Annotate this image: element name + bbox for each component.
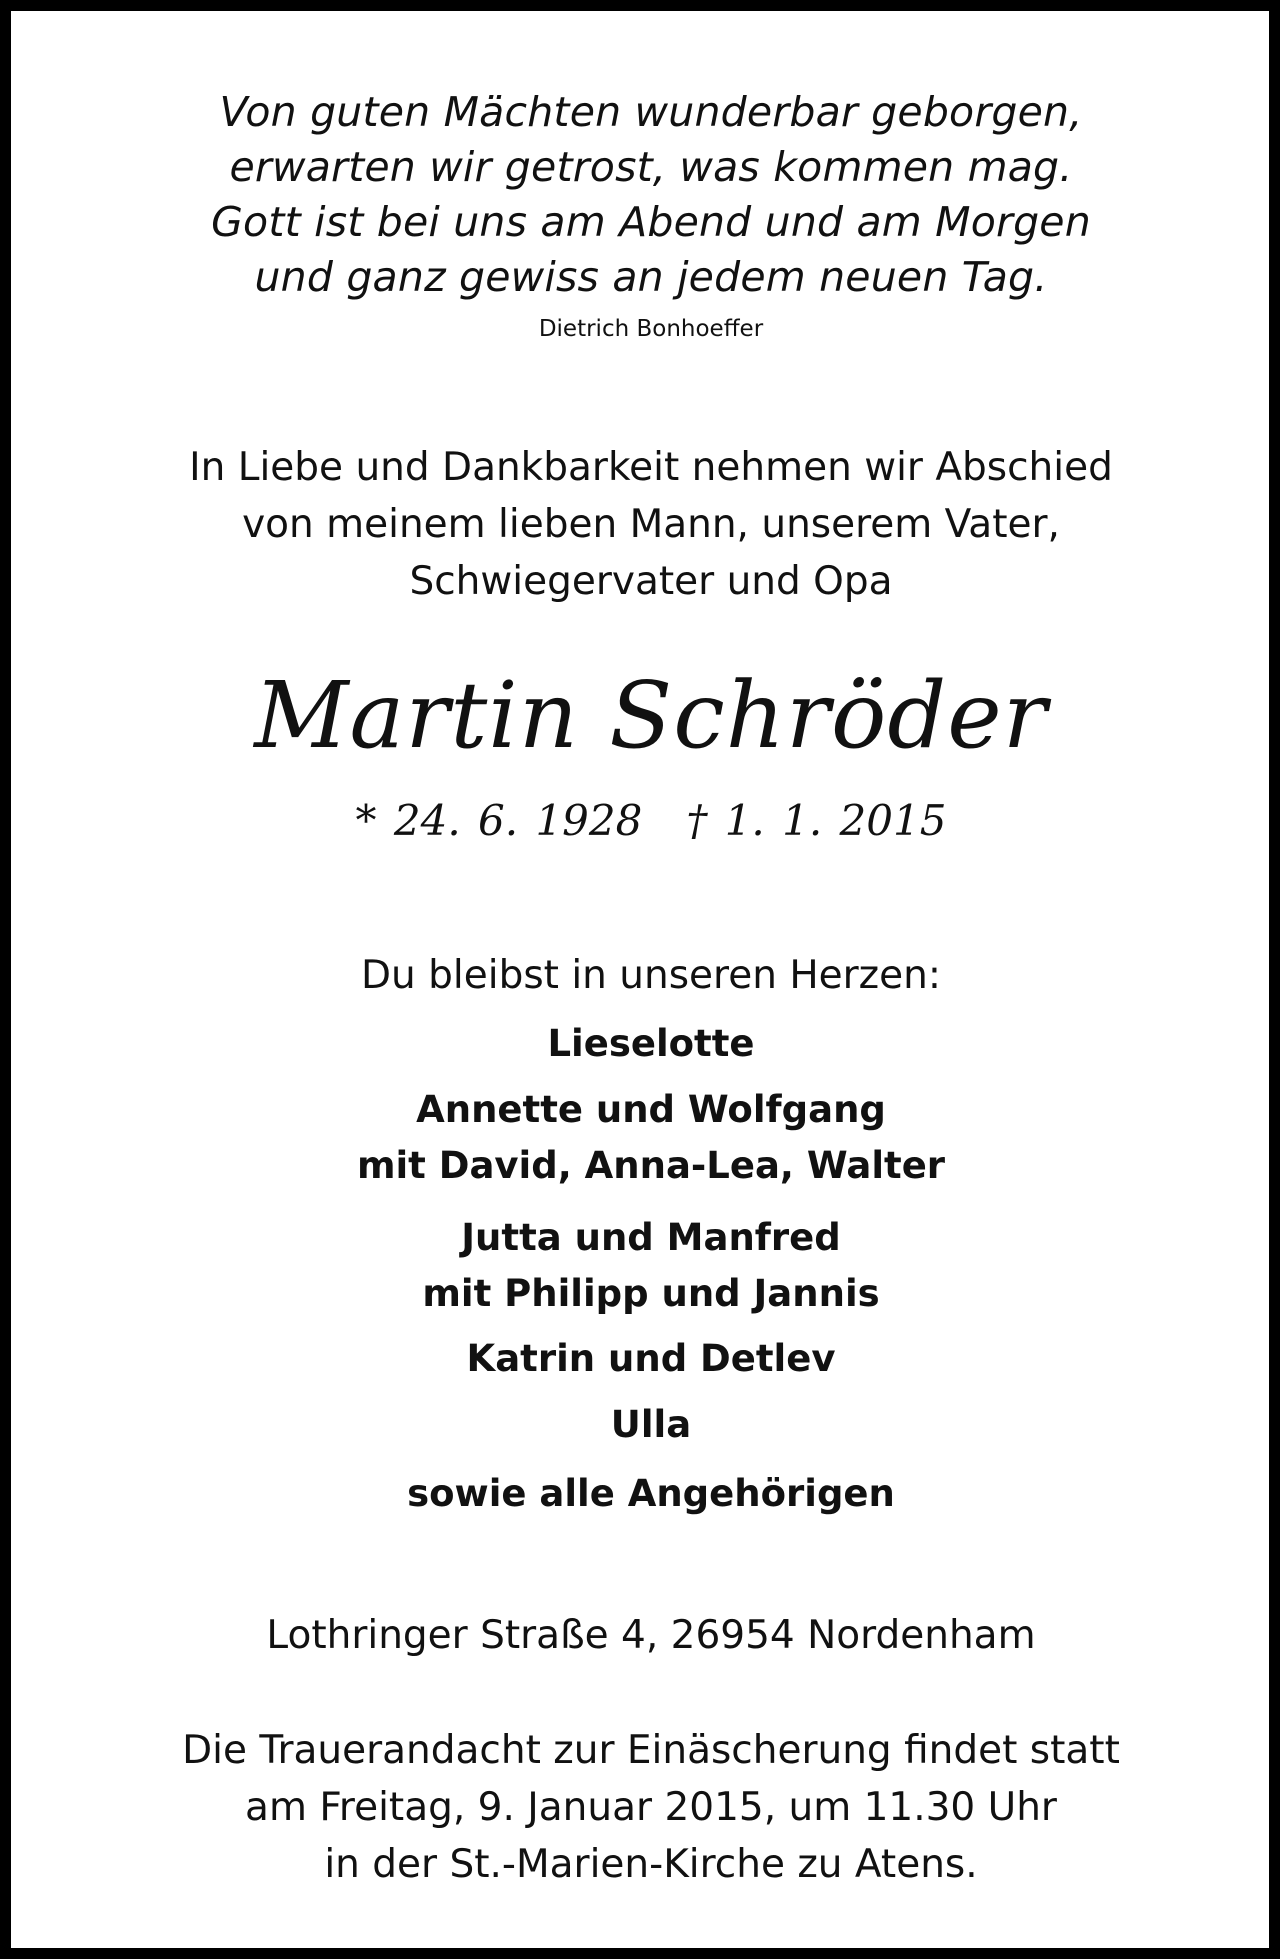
- service-notice: [22, 1722, 1280, 1893]
- deceased-name: Martin Schröder: [254, 662, 1048, 769]
- service-line: Die Trauerandacht zur Einäscherung findet statt: [182, 1728, 1120, 1773]
- poem-line: und ganz gewiss an jedem neuen Tag.: [254, 253, 1048, 301]
- remembrance-line: Du bleibst in unseren Herzen:: [361, 953, 941, 998]
- birth-date: * 24. 6. 1928: [355, 796, 643, 845]
- mourner-name: Katrin und Detlev: [466, 1337, 836, 1380]
- mourner-name: mit Philipp und Jannis: [422, 1272, 880, 1315]
- mourner-group: [22, 1466, 1280, 1522]
- life-dates: [22, 793, 1280, 849]
- intro-line: Schwiegervater und Opa: [409, 559, 893, 604]
- mourner-name: Annette und Wolfgang: [416, 1088, 886, 1131]
- mourner-group: [22, 1331, 1280, 1387]
- service-line: in der St.-Marien-Kirche zu Atens.: [324, 1842, 978, 1887]
- mourner-name: sowie alle Angehörigen: [407, 1472, 895, 1515]
- mourner-name: mit David, Anna-Lea, Walter: [356, 1144, 946, 1187]
- poem-line: Gott ist bei uns am Abend und am Morgen: [211, 198, 1091, 246]
- death-date: † 1. 1. 2015: [686, 796, 947, 845]
- intro-line: von meinem lieben Mann, unserem Vater,: [242, 502, 1060, 547]
- mourner-name: Jutta und Manfred: [461, 1216, 841, 1259]
- poem-line: erwarten wir getrost, was kommen mag.: [229, 143, 1073, 191]
- poem-line: Von guten Mächten wunderbar geborgen,: [219, 88, 1083, 136]
- poem-author: Dietrich Bonhoeffer: [538, 316, 764, 342]
- mourner-name: Ulla: [610, 1403, 692, 1446]
- family-address: Lothringer Straße 4, 26954 Nordenham: [266, 1613, 1036, 1658]
- intro-line: In Liebe und Dankbarkeit nehmen wir Abschied: [189, 445, 1113, 490]
- poem-quote: [22, 85, 1280, 305]
- mourner-group: [22, 1082, 1280, 1194]
- mourner-name: Lieselotte: [547, 1022, 755, 1065]
- farewell-intro: [22, 439, 1280, 610]
- mourner-group: [22, 1210, 1280, 1322]
- service-line: am Freitag, 9. Januar 2015, um 11.30 Uhr: [245, 1785, 1057, 1830]
- mourner-group: [22, 1397, 1280, 1453]
- mourner-group: [22, 1016, 1280, 1072]
